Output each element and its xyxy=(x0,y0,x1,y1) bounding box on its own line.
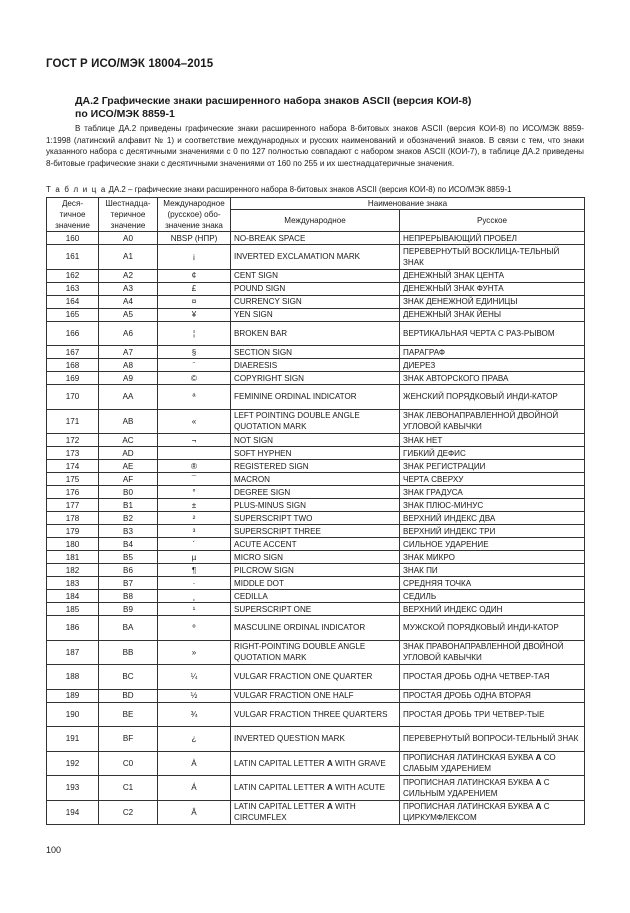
cell-russian-name: СЕДИЛЬ xyxy=(400,590,585,603)
cell-decimal: 160 xyxy=(47,232,99,245)
cell-symbol: ¿ xyxy=(158,727,231,752)
cell-symbol: Á xyxy=(158,776,231,801)
cell-international-name xyxy=(231,800,400,825)
table-row xyxy=(47,512,585,525)
cell-decimal: 170 xyxy=(47,385,99,410)
cell-hex: A2 xyxy=(99,269,158,282)
cell-international-name: VULGAR FRACTION ONE HALF xyxy=(231,689,400,702)
table-row xyxy=(47,727,585,752)
cell-symbol: ± xyxy=(158,499,231,512)
cell-hex: B9 xyxy=(99,603,158,616)
table-row xyxy=(47,499,585,512)
cell-international-name: REGISTERED SIGN xyxy=(231,460,400,473)
cell-hex: A3 xyxy=(99,282,158,295)
cell-hex: A4 xyxy=(99,295,158,308)
section-title-line-2: по ИСО/МЭК 8859-1 xyxy=(75,108,175,120)
cell-international-name: NO-BREAK SPACE xyxy=(231,232,400,245)
cell-hex: BB xyxy=(99,640,158,665)
cell-decimal: 194 xyxy=(47,800,99,825)
cell-hex: A8 xyxy=(99,359,158,372)
cell-international-name: MIDDLE DOT xyxy=(231,577,400,590)
cell-decimal: 175 xyxy=(47,473,99,486)
table-row xyxy=(47,616,585,641)
cell-russian-name: ЖЕНСКИЙ ПОРЯДКОВЫЙ ИНДИ-КАТОР xyxy=(400,385,585,410)
header-hex: Шестнадца-теричное значение xyxy=(99,198,158,232)
cell-decimal: 161 xyxy=(47,245,99,270)
cell-decimal: 178 xyxy=(47,512,99,525)
cell-russian-name: ЧЕРТА СВЕРХУ xyxy=(400,473,585,486)
header-russian: Русское xyxy=(400,210,585,232)
cell-symbol: ° xyxy=(158,486,231,499)
table-row xyxy=(47,460,585,473)
cell-decimal: 188 xyxy=(47,665,99,690)
cell-hex: AC xyxy=(99,434,158,447)
cell-decimal: 165 xyxy=(47,308,99,321)
cell-decimal: 174 xyxy=(47,460,99,473)
cell-international-name: YEN SIGN xyxy=(231,308,400,321)
table-row xyxy=(47,603,585,616)
cell-russian-name-part: СО СЛАБЫМ УДАРЕНИЕМ xyxy=(403,753,556,774)
cell-symbol: ² xyxy=(158,512,231,525)
cell-decimal: 169 xyxy=(47,372,99,385)
cell-russian-name: ЗНАК ПЛЮС-МИНУС xyxy=(400,499,585,512)
cell-decimal: 193 xyxy=(47,776,99,801)
cell-hex: BA xyxy=(99,616,158,641)
cell-international-name: MASCULINE ORDINAL INDICATOR xyxy=(231,616,400,641)
cell-russian-name-part: С ЦИРКУМФЛЕКСОМ xyxy=(403,802,550,823)
cell-symbol: ¸ xyxy=(158,590,231,603)
table-row xyxy=(47,551,585,564)
cell-hex: A9 xyxy=(99,372,158,385)
table-row xyxy=(47,702,585,727)
cell-international-name: PILCROW SIGN xyxy=(231,564,400,577)
document-code: ГОСТ Р ИСО/МЭК 18004–2015 xyxy=(46,58,214,70)
cell-russian-name: ПЕРЕВЕРНУТЫЙ ВОСКЛИЦА-ТЕЛЬНЫЙ ЗНАК xyxy=(400,245,585,270)
cell-international-name: CURRENCY SIGN xyxy=(231,295,400,308)
cell-international-name-part: A xyxy=(326,758,333,768)
cell-international-name: ACUTE ACCENT xyxy=(231,538,400,551)
cell-hex: A1 xyxy=(99,245,158,270)
cell-symbol: ½ xyxy=(158,689,231,702)
cell-russian-name: ЗНАК АВТОРСКОГО ПРАВА xyxy=(400,372,585,385)
cell-international-name: VULGAR FRACTION ONE QUARTER xyxy=(231,665,400,690)
cell-decimal: 186 xyxy=(47,616,99,641)
cell-symbol: ª xyxy=(158,385,231,410)
table-row xyxy=(47,269,585,282)
cell-symbol: ¬ xyxy=(158,434,231,447)
cell-international-name-part: LATIN CAPITAL LETTER xyxy=(234,783,327,793)
cell-international-name: PLUS-MINUS SIGN xyxy=(231,499,400,512)
cell-international-name-part: A xyxy=(326,802,333,812)
cell-decimal: 182 xyxy=(47,564,99,577)
cell-international-name: SECTION SIGN xyxy=(231,346,400,359)
cell-hex: A7 xyxy=(99,346,158,359)
cell-decimal: 185 xyxy=(47,603,99,616)
cell-russian-name: ВЕРТИКАЛЬНАЯ ЧЕРТА С РАЗ-РЫВОМ xyxy=(400,321,585,346)
table-row xyxy=(47,590,585,603)
intro-text: В таблице ДА.2 приведены графические знаки расширенного набора 8-битовых знаков ASCII (версия КОИ-8) по ИСО/МЭК 8859-1:1998 (латинский алфавит № 1) и соответствие международных и русских наименований и обозначений знаков. В связи с тем, что знаки указанного набора с десятичными значениями с 0 по 127 полностью совпадают с набором знаков ASCII (КОИ-7), в таблице ДА.2 приведены 8-битовые графические знаки с десятичными значениями от 160 по 255 и их шестнадцатеричные значения. xyxy=(46,124,584,168)
table-row xyxy=(47,800,585,825)
cell-international-name-part: WITH GRAVE xyxy=(332,758,386,768)
cell-russian-name-part: A xyxy=(535,777,542,787)
header-name-group: Наименование знака xyxy=(231,198,585,210)
cell-symbol: » xyxy=(158,640,231,665)
cell-russian-name: ЗНАК МИКРО xyxy=(400,551,585,564)
cell-hex: BC xyxy=(99,665,158,690)
cell-symbol: ´ xyxy=(158,538,231,551)
cell-hex: B4 xyxy=(99,538,158,551)
table-row xyxy=(47,689,585,702)
cell-russian-name: ЗНАК ДЕНЕЖНОЙ ЕДИНИЦЫ xyxy=(400,295,585,308)
cell-international-name: SUPERSCRIPT TWO xyxy=(231,512,400,525)
cell-international-name: BROKEN BAR xyxy=(231,321,400,346)
cell-hex: B2 xyxy=(99,512,158,525)
cell-russian-name xyxy=(400,751,585,776)
cell-hex: B7 xyxy=(99,577,158,590)
cell-decimal: 177 xyxy=(47,499,99,512)
page-number: 100 xyxy=(46,845,62,855)
cell-international-name: CENT SIGN xyxy=(231,269,400,282)
cell-russian-name: ЗНАК ПИ xyxy=(400,564,585,577)
table-row xyxy=(47,665,585,690)
cell-symbol: ¤ xyxy=(158,295,231,308)
cell-russian-name: СИЛЬНОЕ УДАРЕНИЕ xyxy=(400,538,585,551)
table-row xyxy=(47,409,585,434)
table-row xyxy=(47,359,585,372)
table-row xyxy=(47,434,585,447)
cell-hex: BE xyxy=(99,702,158,727)
table-row xyxy=(47,385,585,410)
table-caption xyxy=(46,185,606,194)
cell-international-name: CEDILLA xyxy=(231,590,400,603)
table-row xyxy=(47,525,585,538)
cell-hex: B6 xyxy=(99,564,158,577)
table-row xyxy=(47,564,585,577)
cell-symbol: À xyxy=(158,751,231,776)
cell-decimal: 176 xyxy=(47,486,99,499)
cell-russian-name: ВЕРХНИЙ ИНДЕКС ТРИ xyxy=(400,525,585,538)
cell-hex: AA xyxy=(99,385,158,410)
cell-hex: B0 xyxy=(99,486,158,499)
cell-russian-name: ДЕНЕЖНЫЙ ЗНАК ЦЕНТА xyxy=(400,269,585,282)
cell-russian-name: ЗНАК НЕТ xyxy=(400,434,585,447)
cell-international-name: SUPERSCRIPT THREE xyxy=(231,525,400,538)
cell-russian-name-part: ПРОПИСНАЯ ЛАТИНСКАЯ БУКВА xyxy=(403,777,536,787)
cell-symbol: ¢ xyxy=(158,269,231,282)
cell-decimal: 192 xyxy=(47,751,99,776)
cell-decimal: 183 xyxy=(47,577,99,590)
cell-symbol: ³ xyxy=(158,525,231,538)
cell-international-name: INVERTED EXCLAMATION MARK xyxy=(231,245,400,270)
cell-russian-name-part: ПРОПИСНАЯ ЛАТИНСКАЯ БУКВА xyxy=(403,802,536,812)
cell-symbol: µ xyxy=(158,551,231,564)
cell-russian-name: СРЕДНЯЯ ТОЧКА xyxy=(400,577,585,590)
cell-russian-name xyxy=(400,800,585,825)
cell-international-name: DIAERESIS xyxy=(231,359,400,372)
cell-symbol: ¶ xyxy=(158,564,231,577)
header-designation: Международное (русское) обо-значение знака xyxy=(158,198,231,232)
cell-international-name: RIGHT-POINTING DOUBLE ANGLE QUOTATION MARK xyxy=(231,640,400,665)
cell-symbol: ¾ xyxy=(158,702,231,727)
intro-paragraph xyxy=(46,123,584,169)
cell-international-name: LEFT POINTING DOUBLE ANGLE QUOTATION MARK xyxy=(231,409,400,434)
cell-symbol: ¼ xyxy=(158,665,231,690)
table-row xyxy=(47,282,585,295)
cell-symbol xyxy=(158,447,231,460)
cell-symbol: © xyxy=(158,372,231,385)
table-row xyxy=(47,538,585,551)
cell-russian-name-part: С СИЛЬНЫМ УДАРЕНИЕМ xyxy=(403,777,550,798)
cell-hex: BF xyxy=(99,727,158,752)
cell-symbol: ¡ xyxy=(158,245,231,270)
cell-symbol: Â xyxy=(158,800,231,825)
cell-decimal: 168 xyxy=(47,359,99,372)
cell-russian-name: ПРОСТАЯ ДРОБЬ ОДНА ВТОРАЯ xyxy=(400,689,585,702)
cell-russian-name: МУЖСКОЙ ПОРЯДКОВЫЙ ИНДИ-КАТОР xyxy=(400,616,585,641)
cell-russian-name: ГИБКИЙ ДЕФИС xyxy=(400,447,585,460)
ascii-table xyxy=(46,197,585,825)
section-title xyxy=(75,95,575,121)
cell-international-name: MACRON xyxy=(231,473,400,486)
cell-symbol: ¥ xyxy=(158,308,231,321)
cell-international-name: MICRO SIGN xyxy=(231,551,400,564)
cell-symbol: ¹ xyxy=(158,603,231,616)
table-row xyxy=(47,232,585,245)
cell-decimal: 173 xyxy=(47,447,99,460)
cell-decimal: 164 xyxy=(47,295,99,308)
cell-hex: B8 xyxy=(99,590,158,603)
cell-symbol: £ xyxy=(158,282,231,295)
cell-decimal: 187 xyxy=(47,640,99,665)
cell-international-name: SOFT HYPHEN xyxy=(231,447,400,460)
cell-hex: AF xyxy=(99,473,158,486)
cell-russian-name: ЗНАК ЛЕВОНАПРАВЛЕННОЙ ДВОЙНОЙ УГЛОВОЙ КАВЫЧКИ xyxy=(400,409,585,434)
cell-decimal: 191 xyxy=(47,727,99,752)
cell-decimal: 162 xyxy=(47,269,99,282)
cell-international-name: FEMININE ORDINAL INDICATOR xyxy=(231,385,400,410)
cell-symbol: º xyxy=(158,616,231,641)
cell-russian-name-part: A xyxy=(535,802,542,812)
cell-international-name: DEGREE SIGN xyxy=(231,486,400,499)
cell-decimal: 189 xyxy=(47,689,99,702)
cell-russian-name: НЕПРЕРЫВАЮЩИЙ ПРОБЕЛ xyxy=(400,232,585,245)
cell-international-name-part: LATIN CAPITAL LETTER xyxy=(234,758,327,768)
table-caption-text: ДА.2 – графические знаки расширенного набора 8-битовых знаков ASCII (версия КОИ-8) по ИСО/МЭК 8859-1 xyxy=(108,185,512,194)
cell-hex: AB xyxy=(99,409,158,434)
cell-hex: A6 xyxy=(99,321,158,346)
cell-decimal: 179 xyxy=(47,525,99,538)
cell-international-name xyxy=(231,751,400,776)
cell-russian-name: ДЕНЕЖНЫЙ ЗНАК ЙЕНЫ xyxy=(400,308,585,321)
cell-decimal: 166 xyxy=(47,321,99,346)
cell-decimal: 167 xyxy=(47,346,99,359)
cell-hex: AE xyxy=(99,460,158,473)
cell-russian-name: ПАРАГРАФ xyxy=(400,346,585,359)
table-row xyxy=(47,751,585,776)
cell-decimal: 163 xyxy=(47,282,99,295)
cell-international-name-part: LATIN CAPITAL LETTER xyxy=(234,802,327,812)
cell-russian-name: ПРОСТАЯ ДРОБЬ ТРИ ЧЕТВЕР-ТЫЕ xyxy=(400,702,585,727)
table-body xyxy=(47,232,585,825)
cell-symbol: ¨ xyxy=(158,359,231,372)
table-row xyxy=(47,640,585,665)
cell-symbol: ¯ xyxy=(158,473,231,486)
table-row xyxy=(47,346,585,359)
cell-russian-name: ДЕНЕЖНЫЙ ЗНАК ФУНТА xyxy=(400,282,585,295)
cell-international-name: POUND SIGN xyxy=(231,282,400,295)
cell-international-name: NOT SIGN xyxy=(231,434,400,447)
table-row xyxy=(47,447,585,460)
cell-hex: B3 xyxy=(99,525,158,538)
cell-hex: AD xyxy=(99,447,158,460)
table-row xyxy=(47,473,585,486)
table-row xyxy=(47,486,585,499)
cell-international-name xyxy=(231,776,400,801)
table-row xyxy=(47,245,585,270)
cell-symbol: NBSP (НПР) xyxy=(158,232,231,245)
cell-hex: A5 xyxy=(99,308,158,321)
cell-hex: A0 xyxy=(99,232,158,245)
cell-decimal: 180 xyxy=(47,538,99,551)
cell-hex: BD xyxy=(99,689,158,702)
cell-hex: C1 xyxy=(99,776,158,801)
cell-russian-name: ЗНАК ПРАВОНАПРАВЛЕННОЙ ДВОЙНОЙ УГЛОВОЙ КАВЫЧКИ xyxy=(400,640,585,665)
table-row xyxy=(47,308,585,321)
section-title-line-1: ДА.2 Графические знаки расширенного набора знаков ASCII (версия КОИ-8) xyxy=(75,95,472,107)
cell-symbol: · xyxy=(158,577,231,590)
cell-international-name: SUPERSCRIPT ONE xyxy=(231,603,400,616)
cell-decimal: 172 xyxy=(47,434,99,447)
cell-decimal: 184 xyxy=(47,590,99,603)
cell-russian-name: ВЕРХНИЙ ИНДЕКС ДВА xyxy=(400,512,585,525)
cell-hex: C2 xyxy=(99,800,158,825)
cell-decimal: 181 xyxy=(47,551,99,564)
cell-symbol: § xyxy=(158,346,231,359)
header-international: Международное xyxy=(231,210,400,232)
cell-russian-name-part: A xyxy=(535,753,542,763)
cell-international-name-part: A xyxy=(326,783,333,793)
table-row xyxy=(47,776,585,801)
cell-international-name: COPYRIGHT SIGN xyxy=(231,372,400,385)
table-caption-label: Т а б л и ц а xyxy=(46,185,107,194)
cell-russian-name: ДИЕРЕЗ xyxy=(400,359,585,372)
cell-symbol: « xyxy=(158,409,231,434)
cell-international-name: VULGAR FRACTION THREE QUARTERS xyxy=(231,702,400,727)
cell-international-name-part: WITH CIRCUMFLEX xyxy=(234,802,356,823)
cell-decimal: 171 xyxy=(47,409,99,434)
cell-russian-name: ВЕРХНИЙ ИНДЕКС ОДИН xyxy=(400,603,585,616)
cell-international-name-part: WITH ACUTE xyxy=(332,783,385,793)
table-row xyxy=(47,372,585,385)
cell-hex: C0 xyxy=(99,751,158,776)
table-row xyxy=(47,577,585,590)
header-decimal: Деся-тичное значение xyxy=(47,198,99,232)
cell-international-name: INVERTED QUESTION MARK xyxy=(231,727,400,752)
cell-decimal: 190 xyxy=(47,702,99,727)
cell-russian-name xyxy=(400,776,585,801)
table-row xyxy=(47,295,585,308)
cell-hex: B1 xyxy=(99,499,158,512)
table-row xyxy=(47,321,585,346)
cell-russian-name: ПРОСТАЯ ДРОБЬ ОДНА ЧЕТВЕР-ТАЯ xyxy=(400,665,585,690)
cell-symbol: ® xyxy=(158,460,231,473)
cell-symbol: ¦ xyxy=(158,321,231,346)
cell-russian-name: ЗНАК ГРАДУСА xyxy=(400,486,585,499)
cell-russian-name: ЗНАК РЕГИСТРАЦИИ xyxy=(400,460,585,473)
cell-russian-name: ПЕРЕВЕРНУТЫЙ ВОПРОСИ-ТЕЛЬНЫЙ ЗНАК xyxy=(400,727,585,752)
cell-hex: B5 xyxy=(99,551,158,564)
cell-russian-name-part: ПРОПИСНАЯ ЛАТИНСКАЯ БУКВА xyxy=(403,753,536,763)
